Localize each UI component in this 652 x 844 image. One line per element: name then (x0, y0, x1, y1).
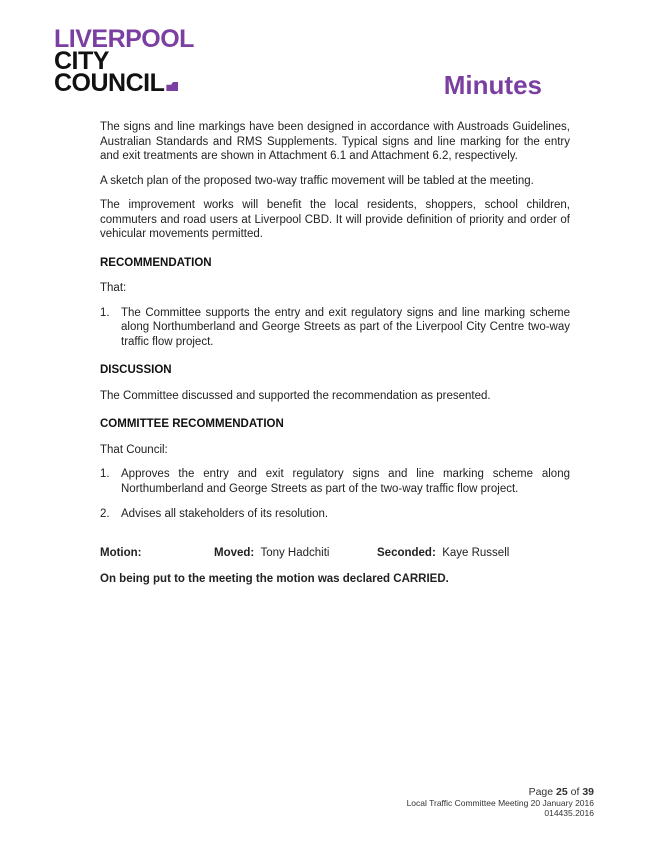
page-of: of (570, 786, 580, 798)
moved-field (214, 546, 377, 561)
item-text: Advises all stakeholders of its resolution. (121, 508, 329, 520)
logo-line-liverpool: LIVERPOOL (54, 25, 194, 53)
council-logo (54, 25, 194, 97)
paragraph-sketch-plan: A sketch plan of the proposed two-way traffic movement will be tabled at the meeting. (100, 174, 534, 187)
item-number: 1. (100, 306, 110, 319)
committee-intro: That Council: (100, 443, 168, 456)
committee-item (100, 467, 570, 496)
moved-by: Tony Hadchiti (260, 546, 330, 559)
logo-line-council: COUNCIL (54, 69, 165, 97)
item-text: The Committee supports the entry and exit regulatory signs and line marking scheme along Northumberland and George Streets as part of the Liverpool City Centre two-way traffic flow project. (121, 306, 570, 348)
seconded-label: Seconded: (377, 546, 436, 559)
discussion-heading: DISCUSSION (100, 364, 172, 376)
minutes-body (100, 120, 570, 597)
page-footer (407, 786, 594, 818)
moved-label: Moved: (214, 546, 255, 559)
seconded-field (377, 546, 509, 561)
logo-mark-icon (166, 82, 178, 91)
meeting-name: Local Traffic Committee Meeting 20 January 2016 (406, 798, 594, 808)
motion-row (100, 546, 570, 561)
committee-recommendation-heading: COMMITTEE RECOMMENDATION (100, 418, 284, 430)
paragraph-signs: The signs and line markings have been designed in accordance with Austroads Guidelines, Australian Standards and RMS Supplements. Typical signs and line marking for the entry and exit treatments are shown in Attachment 6.1 and Attachment 6.2, respectively. (100, 121, 570, 162)
page-word: Page (528, 786, 554, 798)
logo-line-city: CITY (54, 47, 109, 75)
page-number (407, 786, 594, 798)
logo-line-council-wrap (54, 69, 194, 97)
recommendation-heading: RECOMMENDATION (100, 256, 212, 269)
page-total: 39 (582, 786, 594, 798)
committee-item (100, 507, 570, 522)
paragraph-improvement: The improvement works will benefit the local residents, shoppers, school children, commuters and road users at Liverpool CBD. It will provide definition of priority and order of vehicular movements permitted. (100, 199, 570, 240)
item-number: 1. (100, 468, 110, 480)
page-current: 25 (556, 786, 568, 798)
seconded-by: Kaye Russell (442, 546, 510, 559)
document-type-heading: Minutes (443, 70, 542, 100)
recommendation-intro: That: (100, 282, 127, 294)
document-reference: 014435.2016 (544, 808, 594, 818)
motion-label: Motion: (100, 546, 142, 559)
motion-outcome: On being put to the meeting the motion was declared CARRIED. (100, 573, 449, 585)
recommendation-item (100, 306, 570, 350)
discussion-text: The Committee discussed and supported the recommendation as presented. (100, 389, 491, 402)
item-text: Approves the entry and exit regulatory signs and line marking scheme along Northumberland and George Streets as part of the two-way traffic flow project. (121, 468, 570, 495)
item-number: 2. (100, 508, 110, 520)
